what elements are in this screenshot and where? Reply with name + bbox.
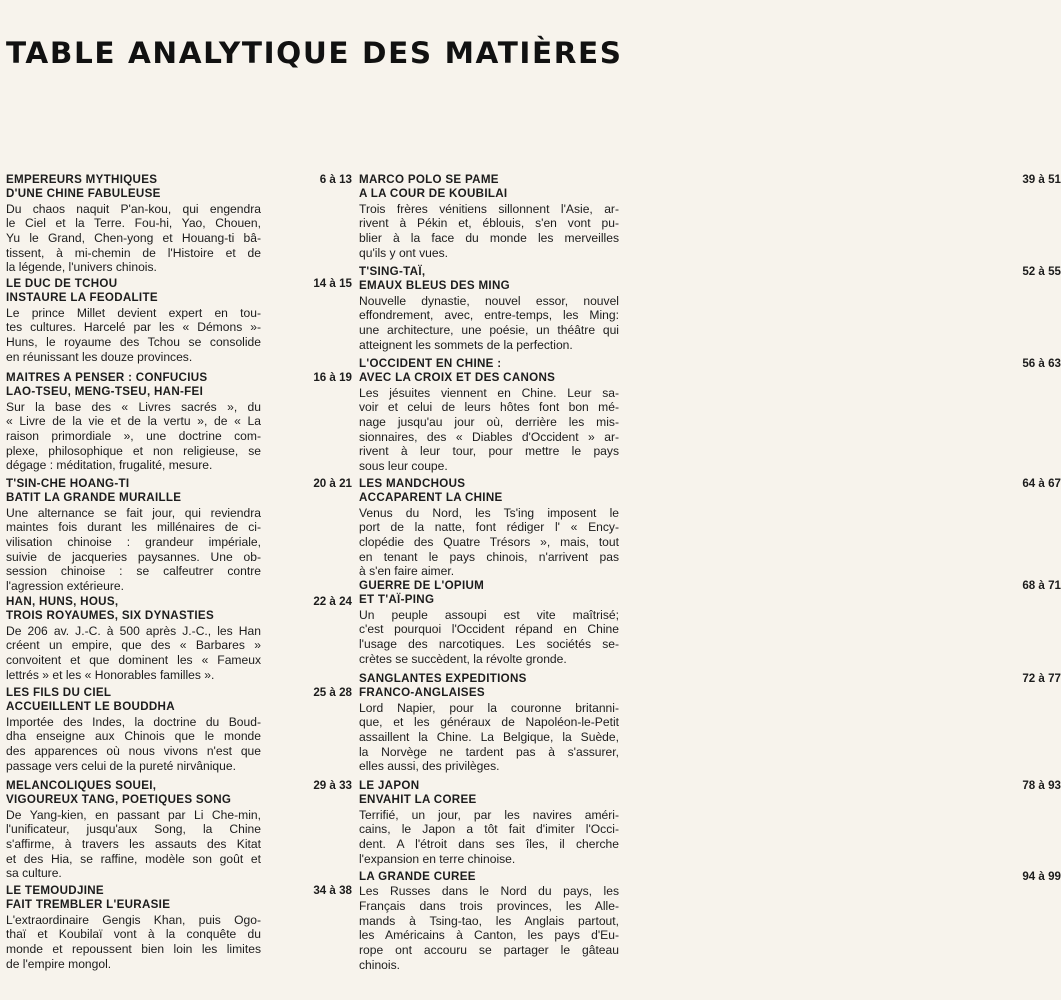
page-range: 14 à 15 bbox=[313, 277, 352, 290]
toc-entry bbox=[359, 870, 1061, 973]
description-line: voir et celui de leurs hôtes font bon mé- bbox=[359, 400, 619, 415]
entry-heading: MELANCOLIQUES SOUEI, bbox=[6, 779, 157, 792]
description-line: Lord Napier, pour la couronne britanni- bbox=[359, 700, 619, 715]
description-line: la Norvège ne tardent pas à s'assurer, bbox=[359, 744, 619, 759]
entry-heading: ET T'AÏ-PING bbox=[359, 593, 435, 607]
entry-description bbox=[359, 506, 619, 580]
toc-entry bbox=[359, 265, 1061, 352]
description-line: Terrifié, un jour, par les navires améri- bbox=[359, 807, 619, 822]
description-line: lettrés » et les « Honorables familles ». bbox=[6, 667, 215, 682]
description-line: dent. A l'étroit dans ses îles, il cherche bbox=[359, 837, 619, 851]
page-range: 22 à 24 bbox=[313, 595, 352, 608]
entry-heading: ACCUEILLENT LE BOUDDHA bbox=[6, 700, 175, 714]
description-line: qu'ils y ont vues. bbox=[359, 245, 449, 260]
description-line: convoitent et que dominent les « Fameux bbox=[6, 653, 261, 667]
toc-entry bbox=[6, 477, 352, 594]
entry-heading: EMAUX BLEUS DES MING bbox=[359, 279, 510, 293]
description-line: Nouvelle dynastie, nouvel essor, nouvel bbox=[359, 293, 619, 308]
toc-entry bbox=[6, 595, 352, 682]
entry-description bbox=[359, 884, 619, 972]
description-line: c'est pourquoi l'Occident répand en Chine bbox=[359, 622, 619, 637]
description-line: Venus du Nord, les Ts'ing imposent le bbox=[359, 505, 619, 520]
description-line: que, et les généraux de Napoléon-le-Petit bbox=[359, 715, 619, 730]
entry-heading: A LA COUR DE KOUBILAI bbox=[359, 187, 508, 201]
entry-heading: HAN, HUNS, HOUS, bbox=[6, 595, 119, 608]
entry-heading: FRANCO-ANGLAISES bbox=[359, 686, 485, 700]
description-line: Importée des Indes, la doctrine du Boud- bbox=[6, 714, 261, 729]
toc-entry bbox=[6, 686, 352, 773]
description-line: sa culture. bbox=[6, 866, 62, 881]
description-line: la légende, l'univers chinois. bbox=[6, 260, 157, 275]
entry-heading: AVEC LA CROIX ET DES CANONS bbox=[359, 371, 556, 385]
entry-heading: D'UNE CHINE FABULEUSE bbox=[6, 187, 161, 201]
page-range: 68 à 71 bbox=[1022, 579, 1061, 592]
description-line: clopédie des Quatre Trésors », mais, tout bbox=[359, 535, 619, 549]
description-line: rivent à Pékin et, éblouis, s'en vont pu- bbox=[359, 216, 619, 231]
entry-heading: LAO-TSEU, MENG-TSEU, HAN-FEI bbox=[6, 385, 204, 399]
page-range: 56 à 63 bbox=[1022, 357, 1061, 370]
entry-description bbox=[6, 715, 261, 774]
description-line: raison primordiale », une doctrine com- bbox=[6, 429, 261, 443]
entry-heading: T'SING-TAÏ, bbox=[359, 265, 426, 278]
description-line: elles aussi, des privilèges. bbox=[359, 759, 500, 774]
page-range: 78 à 93 bbox=[1022, 779, 1061, 792]
description-line: Yu le Grand, Chen-yong et Houang-ti bâ- bbox=[6, 231, 261, 245]
description-line: rivent à leur tour, pour mettre le pays bbox=[359, 444, 619, 459]
entry-heading: LE TEMOUDJINE bbox=[6, 884, 104, 897]
description-line: en réunissant les douze provinces. bbox=[6, 349, 193, 364]
entry-description bbox=[6, 624, 261, 683]
description-line: Le prince Millet devient expert en tou- bbox=[6, 305, 261, 320]
description-line: nage jusqu'au jour où, derrière les mis- bbox=[359, 415, 619, 429]
entry-heading: L'OCCIDENT EN CHINE : bbox=[359, 357, 502, 370]
page-range: 6 à 13 bbox=[319, 173, 352, 186]
description-line: thaï et Koubilaï vont à la conquête du bbox=[6, 927, 261, 942]
description-line: dégage : méditation, frugalité, mesure. bbox=[6, 458, 213, 473]
description-line: chinois. bbox=[359, 957, 401, 972]
entry-description bbox=[6, 400, 261, 474]
page-range: 16 à 19 bbox=[313, 371, 352, 384]
description-line: créent un empire, que des « Barbares » bbox=[6, 638, 261, 653]
description-line: vilisation chinoise : grandeur impériale, bbox=[6, 535, 261, 549]
description-line: en tenant le pays chinois, n'arrivent pas bbox=[359, 549, 619, 564]
page-range: 39 à 51 bbox=[1022, 173, 1061, 186]
entry-description bbox=[6, 506, 261, 594]
description-line: effondrement, avec, entre-temps, les Ming: bbox=[359, 308, 619, 323]
description-line: Trois frères vénitiens sillonnent l'Asie, ar- bbox=[359, 201, 619, 216]
description-line: tes cultures. Harcelé par les « Démons »- bbox=[6, 320, 261, 335]
description-line: et des Hia, se raffine, modèle son goût et bbox=[6, 851, 261, 866]
entry-description bbox=[359, 608, 619, 667]
toc-entry bbox=[359, 579, 1061, 666]
description-line: le Ciel et la Terre. Fou-hi, Yao, Chouen, bbox=[6, 216, 261, 231]
description-line: rope ont accouru se partager le gâteau bbox=[359, 943, 619, 958]
description-line: Un peuple assoupi est vite maîtrisé; bbox=[359, 607, 619, 622]
toc-entry bbox=[6, 173, 352, 275]
description-line: dha enseigne aux Chinois que le monde bbox=[6, 729, 261, 744]
page-range: 20 à 21 bbox=[313, 477, 352, 490]
toc-entry bbox=[6, 371, 352, 473]
entry-description bbox=[6, 808, 261, 882]
entry-heading: GUERRE DE L'OPIUM bbox=[359, 579, 485, 592]
entry-description bbox=[359, 701, 619, 775]
entry-heading: LES FILS DU CIEL bbox=[6, 686, 112, 699]
toc-entry bbox=[359, 672, 1061, 774]
page-title: TABLE ANALYTIQUE DES MATIÈRES bbox=[6, 36, 623, 70]
description-line: l'expansion en terre chinoise. bbox=[359, 851, 516, 866]
description-line: l'usage des narcotiques. Les sociétés se- bbox=[359, 637, 619, 651]
description-line: une architecture, une poésie, un théâtre qui bbox=[359, 323, 619, 337]
description-line: assaillent la Chine. La Belgique, la Suède, bbox=[359, 730, 619, 744]
entry-heading: LE DUC DE TCHOU bbox=[6, 277, 118, 290]
description-line: sous leur coupe. bbox=[359, 459, 448, 474]
entry-heading: ENVAHIT LA COREE bbox=[359, 793, 477, 807]
description-line: maintes fois durant les millénaires de ci- bbox=[6, 520, 261, 535]
entry-heading: LES MANDCHOUS bbox=[359, 477, 466, 490]
description-line: Les jésuites viennent en Chine. Leur sa- bbox=[359, 385, 619, 400]
description-line: De 206 av. J.-C. à 500 après J.-C., les Han bbox=[6, 623, 261, 638]
description-line: l'agression extérieure. bbox=[6, 579, 124, 594]
description-line: mands à Tsing-tao, les Anglais partout, bbox=[359, 913, 619, 928]
entry-heading: MARCO POLO SE PAME bbox=[359, 173, 499, 186]
description-line: L'extraordinaire Gengis Khan, puis Ogo- bbox=[6, 912, 261, 927]
entry-heading: T'SIN-CHE HOANG-TI bbox=[6, 477, 130, 490]
toc-entry bbox=[359, 173, 1061, 260]
entry-heading: FAIT TREMBLER L'EURASIE bbox=[6, 898, 171, 912]
page-range: 25 à 28 bbox=[313, 686, 352, 699]
entry-heading: LA GRANDE CUREE bbox=[359, 870, 476, 883]
entry-description bbox=[359, 294, 619, 353]
toc-entry bbox=[359, 357, 1061, 474]
description-line: port de la natte, font rédiger l' « Ency- bbox=[359, 520, 619, 535]
toc-entry bbox=[6, 779, 352, 881]
description-line: Les Russes dans le Nord du pays, les bbox=[359, 884, 619, 899]
description-line: l'unificateur, jusqu'aux Song, la Chine bbox=[6, 822, 261, 837]
description-line: Sur la base des « Livres sacrés », du bbox=[6, 399, 261, 414]
description-line: suivie de jacqueries paysannes. Une ob- bbox=[6, 549, 261, 564]
description-line: session chinoise : se calfeutrer contre bbox=[6, 564, 261, 579]
description-line: blier à la face du monde les merveilles bbox=[359, 231, 619, 245]
description-line: de l'empire mongol. bbox=[6, 956, 112, 971]
entry-heading: INSTAURE LA FEODALITE bbox=[6, 291, 158, 305]
entry-description bbox=[6, 913, 261, 972]
entry-heading: LE JAPON bbox=[359, 779, 420, 792]
description-line: cains, le Japon a tôt fait d'imiter l'Occi- bbox=[359, 822, 619, 837]
toc-entry bbox=[6, 884, 352, 971]
entry-heading: TROIS ROYAUMES, SIX DYNASTIES bbox=[6, 609, 214, 623]
page-range: 72 à 77 bbox=[1022, 672, 1061, 685]
description-line: Du chaos naquit P'an-kou, qui engendra bbox=[6, 201, 261, 216]
description-line: sionnaires, des « Diables d'Occident » ar- bbox=[359, 429, 619, 444]
toc-entry bbox=[359, 477, 1061, 579]
page-range: 64 à 67 bbox=[1022, 477, 1061, 490]
entry-description bbox=[359, 202, 619, 261]
entry-heading: EMPEREURS MYTHIQUES bbox=[6, 173, 158, 186]
description-line: passage vers celui de la pureté nirvânique. bbox=[6, 758, 236, 773]
page-range: 34 à 38 bbox=[313, 884, 352, 897]
entry-description bbox=[6, 306, 261, 365]
description-line: atteignent les sommets de la perfection. bbox=[359, 337, 573, 352]
description-line: crètes se succèdent, la révolte gronde. bbox=[359, 651, 567, 666]
entry-description bbox=[359, 808, 619, 867]
description-line: Une alternance se fait jour, qui reviendra bbox=[6, 505, 261, 520]
description-line: De Yang-kien, en passant par Li Che-min, bbox=[6, 807, 261, 822]
description-line: tissent, à mi-chemin de l'Histoire et de bbox=[6, 245, 261, 260]
entry-description bbox=[6, 202, 261, 276]
description-line: des apparences où nous vivons n'est que bbox=[6, 744, 261, 758]
toc-entry bbox=[359, 779, 1061, 866]
entry-heading: VIGOUREUX TANG, POETIQUES SONG bbox=[6, 793, 232, 807]
description-line: les Américains à Canton, les pays d'Eu- bbox=[359, 928, 619, 943]
description-line: Français dans trois provinces, les Alle- bbox=[359, 899, 619, 913]
description-line: s'affirme, à travers les assauts des Kitat bbox=[6, 837, 261, 851]
entry-heading: MAITRES A PENSER : CONFUCIUS bbox=[6, 371, 208, 384]
description-line: monde et repoussent bien loin les limites bbox=[6, 942, 261, 956]
description-line: à s'en faire aimer. bbox=[359, 564, 455, 579]
page-range: 29 à 33 bbox=[313, 779, 352, 792]
toc-entry bbox=[6, 277, 352, 364]
page-range: 94 à 99 bbox=[1022, 870, 1061, 883]
entry-heading: SANGLANTES EXPEDITIONS bbox=[359, 672, 527, 685]
entry-heading: ACCAPARENT LA CHINE bbox=[359, 491, 503, 505]
page-range: 52 à 55 bbox=[1022, 265, 1061, 278]
entry-heading: BATIT LA GRANDE MURAILLE bbox=[6, 491, 182, 505]
description-line: Huns, le royaume des Tchou se consolide bbox=[6, 335, 261, 349]
description-line: plexe, philosophique et non religieuse, se bbox=[6, 443, 261, 458]
entry-description bbox=[359, 386, 619, 474]
description-line: « Livre de la vie et de la vertu », de « La bbox=[6, 414, 261, 429]
